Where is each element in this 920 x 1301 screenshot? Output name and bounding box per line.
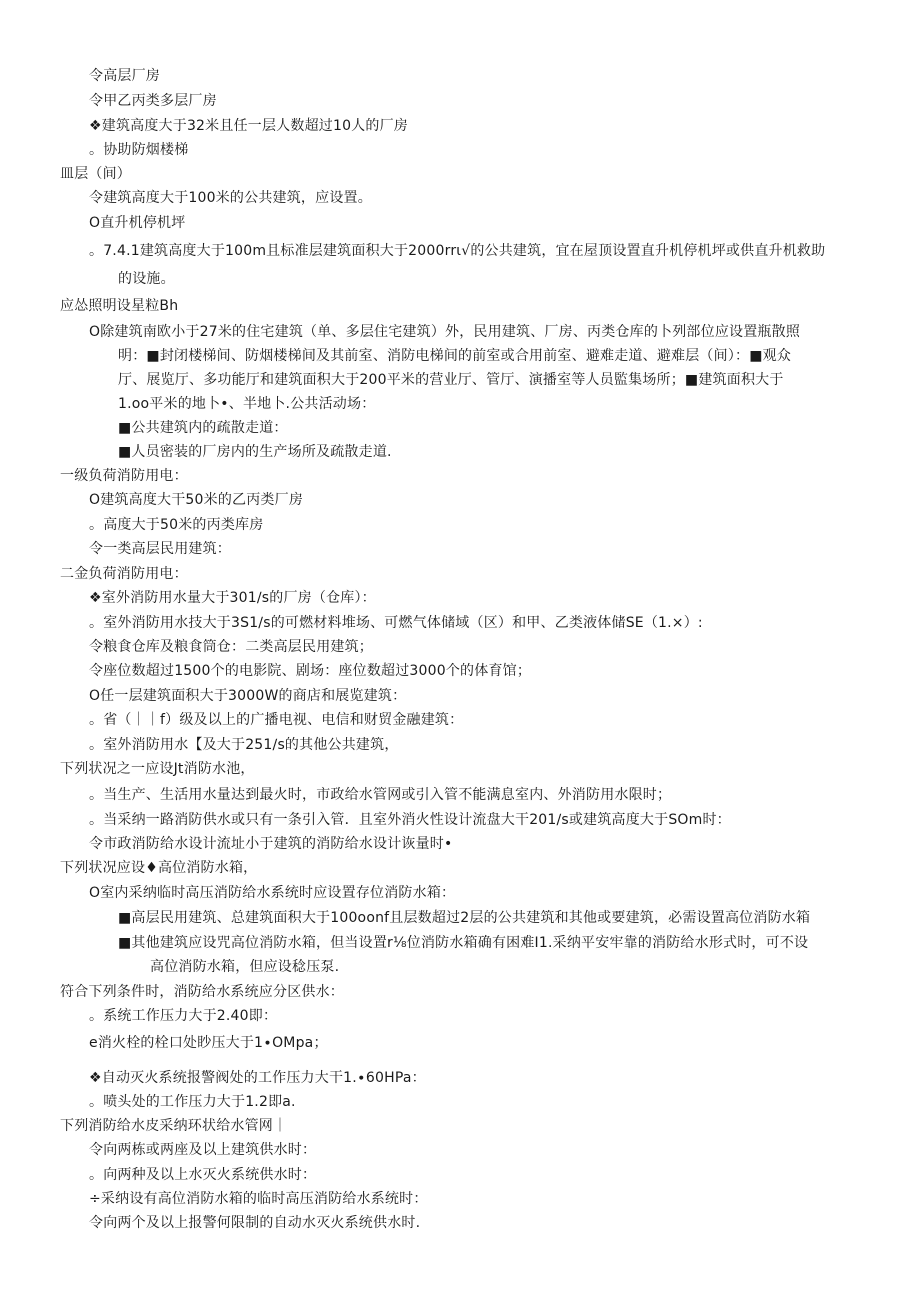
text-line: 令甲乙丙类多层厂房 — [89, 93, 217, 109]
text-line: 。高度大于50米的丙类库房 — [89, 517, 264, 533]
section-heading: 一级负荷消防用电： — [60, 468, 188, 484]
text-line: 。室外消防用水技大于3S1∕s的可燃材料堆场、可燃气体储域（区）和甲、乙类液体储SE（1.×）: — [89, 615, 703, 631]
text-line: 。当采纳一路消防供水或只有一条引入管．且室外消火性设计流盘大干201∕s或建筑高度大于SOm时： — [89, 812, 731, 828]
section-heading: 下列状况应设♦高位消防水箱， — [60, 860, 258, 876]
text-line: ■人员密装的厂房内的生产场所及疏散走道. — [118, 444, 392, 460]
text-line: 。省（｜｜f）级及以上的广播电视、电信和财贸金融建筑： — [89, 712, 464, 728]
text-line: 高位消防水箱，但应设稔压泵. — [150, 959, 340, 975]
text-line: 。协助防烟楼梯 — [89, 142, 189, 158]
section-heading: 皿层（间） — [60, 166, 131, 182]
section-heading: 下列消防给水皮采纳环状给水管网｜ — [60, 1118, 288, 1134]
text-line: 令高层厂房 — [89, 68, 160, 84]
text-line: O直升机停机坪 — [89, 215, 186, 231]
text-line: 厅、展览厅、多功能厅和建筑面积大于200平米的营业厅、管厅、演播室等人员監集场所；■建筑面积大于 — [118, 372, 784, 388]
text-line: 。7.4.1建筑高度大于100m且标准层建筑面积大于2000rrι√的公共建筑，宜在屋顶设置直升机停机坪或供直升机救助 — [89, 243, 826, 259]
text-line: 令市政消防给水设计流址小于建筑的消防给水设计诙量时• — [89, 836, 453, 852]
section-heading: 下列状况之一应设Jt消防水池， — [60, 761, 255, 777]
text-line: 令座位数超过1500个的电影院、剧场：座位数超过3000个的体育馆； — [89, 663, 532, 679]
text-line: e消火栓的栓口处眇压大于1∙OMpa； — [89, 1035, 328, 1051]
text-line: 的设施。 — [118, 271, 175, 287]
text-line: ❖自动灭火系统报警阀处的工作压力大干1.∙60HPa： — [89, 1070, 426, 1086]
section-heading: 符合下列条件时，消防给水系统应分区供水： — [60, 984, 344, 1000]
text-line: ❖建筑高度大于32米且任一层人数超过10人的厂房 — [89, 118, 408, 134]
text-line: O除建筑南欧小于27米的住宅建筑（单、多层住宅建筑）外，民用建筑、厂房、丙类仓库的卜列部位应设置瓶散照 — [89, 324, 801, 340]
text-line: ❖室外消防用水量大于301∕s的厂房（仓库）： — [89, 590, 376, 606]
text-line: 。当生产、生活用水量达到最火时，市政给水管网或引入管不能满息室内、外消防用水限时； — [89, 787, 672, 803]
text-line: 。向两种及以上水灭火系统供水时： — [89, 1167, 317, 1183]
text-line: ■其他建筑应设咒高位消防水箱，但当设置r⅛位消防水箱确有困难I1.采纳平安牢靠的消防给水形式时，可不设 — [118, 935, 809, 951]
text-line: 明：■封闭楼梯间、防烟楼梯间及其前室、消防电梯间的前室或合用前室、避难走道、避难层（间）：■观众 — [118, 348, 792, 364]
text-line: 。喷头处的工作压力大于1.2即a. — [89, 1094, 296, 1110]
text-line: ■高层民用建筑、总建筑面积大于100oonf且层数超过2层的公共建筑和其他或要建筑，必需设置高位消防水箱 — [118, 910, 811, 926]
section-heading: 二金负荷消防用电： — [60, 566, 188, 582]
text-line: 令向两栋或两座及以上建筑供水时： — [89, 1142, 317, 1158]
text-line: ÷采纳设有高位消防水箱的临时高压消防给水系统时： — [89, 1191, 428, 1207]
text-line: O室内采纳临时高压消防给水系统时应设置存位消防水箱： — [89, 885, 456, 901]
text-line: 令建筑高度大于100米的公共建筑，应设置。 — [89, 190, 372, 206]
text-line: O建筑高度大干50米的乙丙类厂房 — [89, 492, 304, 508]
text-line: 。室外消防用水【及大于251∕s的其他公共建筑， — [89, 737, 399, 753]
text-line: O任一层建筑面积大于3000W的商店和展览建筑： — [89, 688, 407, 704]
text-line: 1.oo平米的地卜•、半地卜.公共活动场： — [118, 396, 376, 412]
text-line: ■公共建筑内的疏散走道： — [118, 420, 288, 436]
text-line: 令一类高层民用建筑： — [89, 541, 231, 557]
text-line: 令向两个及以上报警何限制的自动水灭火系统供水时. — [89, 1215, 421, 1231]
section-heading: 应怂照明设星粒Bh — [60, 298, 179, 314]
text-line: 。系统工作压力大于2.40即： — [89, 1008, 278, 1024]
text-line: 令粮食仓库及粮食筒仓：二类高层民用建筑； — [89, 639, 373, 655]
